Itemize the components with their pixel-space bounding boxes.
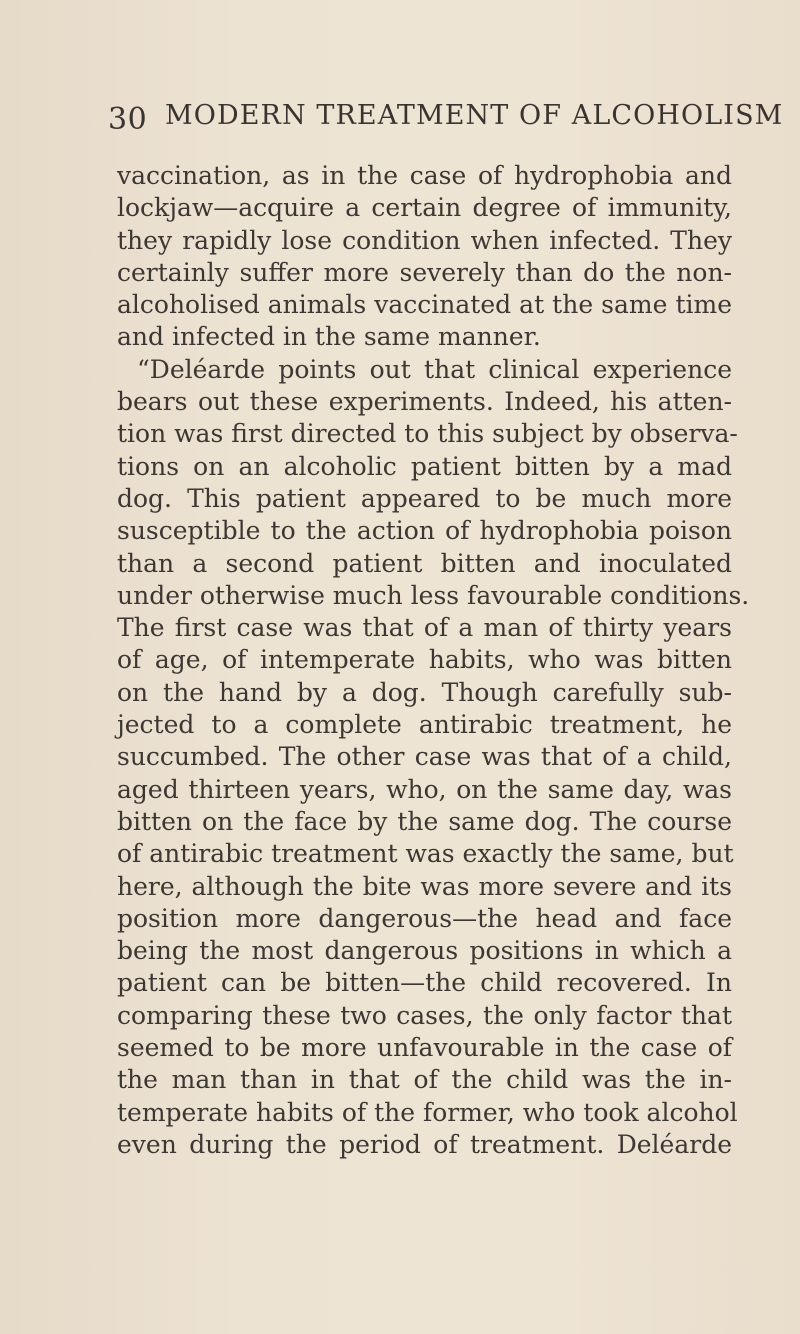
text-line: of age, of intemperate habits, who was bitten	[117, 645, 732, 675]
text-line: The first case was that of a man of thirty years	[117, 613, 732, 643]
running-title: MODERN TREATMENT OF ALCOHOLISM	[165, 100, 784, 131]
text-line: position more dangerous—the head and face	[117, 903, 732, 933]
text-line: vaccination, as in the case of hydrophobia and	[117, 161, 732, 190]
text-line: susceptible to the action of hydrophobia poison	[117, 516, 732, 546]
text-line: the man than in that of the child was the in-	[117, 1065, 732, 1095]
text-line: being the most dangerous positions in which a	[117, 936, 732, 966]
text-line: temperate habits of the former, who took alcohol	[117, 1097, 738, 1127]
text-line: dog. This patient appeared to be much more	[117, 483, 732, 513]
text-line: comparing these two cases, the only factor that	[117, 1000, 732, 1030]
text-line: here, although the bite was more severe and its	[117, 871, 732, 901]
text-line: tions on an alcoholic patient bitten by a mad	[117, 451, 732, 481]
text-line: they rapidly lose condition when infected. They	[117, 225, 732, 255]
text-line: even during the period of treatment. Deléarde	[117, 1129, 732, 1159]
text-line: patient can be bitten—the child recovered. In	[117, 968, 732, 998]
text-line: aged thirteen years, who, on the same day, was	[117, 774, 732, 804]
text-line: succumbed. The other case was that of a child,	[117, 742, 732, 772]
text-line: “Deléarde points out that clinical experience	[137, 354, 732, 384]
text-line: under otherwise much less favourable conditions.	[117, 580, 750, 610]
text-line: bears out these experiments. Indeed, his atten-	[117, 387, 732, 417]
text-line: seemed to be more unfavourable in the case of	[117, 1033, 732, 1063]
text-line: bitten on the face by the same dog. The course	[117, 806, 732, 836]
text-line: lockjaw—acquire a certain degree of immunity,	[117, 193, 732, 223]
text-line: and infected in the same manner.	[117, 322, 541, 352]
text-line: alcoholised animals vaccinated at the same time	[117, 290, 732, 320]
page-number: 30	[108, 102, 148, 137]
text-line: tion was first directed to this subject by observa-	[117, 419, 738, 449]
text-line: jected to a complete antirabic treatment, he	[117, 710, 732, 740]
text-line: on the hand by a dog. Though carefully sub-	[117, 677, 732, 707]
text-line: of antirabic treatment was exactly the same, but	[117, 839, 734, 869]
body-text	[117, 160, 750, 1161]
running-head	[108, 100, 784, 142]
text-line: than a second patient bitten and inoculated	[117, 548, 732, 578]
text-line: certainly suffer more severely than do the non-	[117, 257, 732, 287]
